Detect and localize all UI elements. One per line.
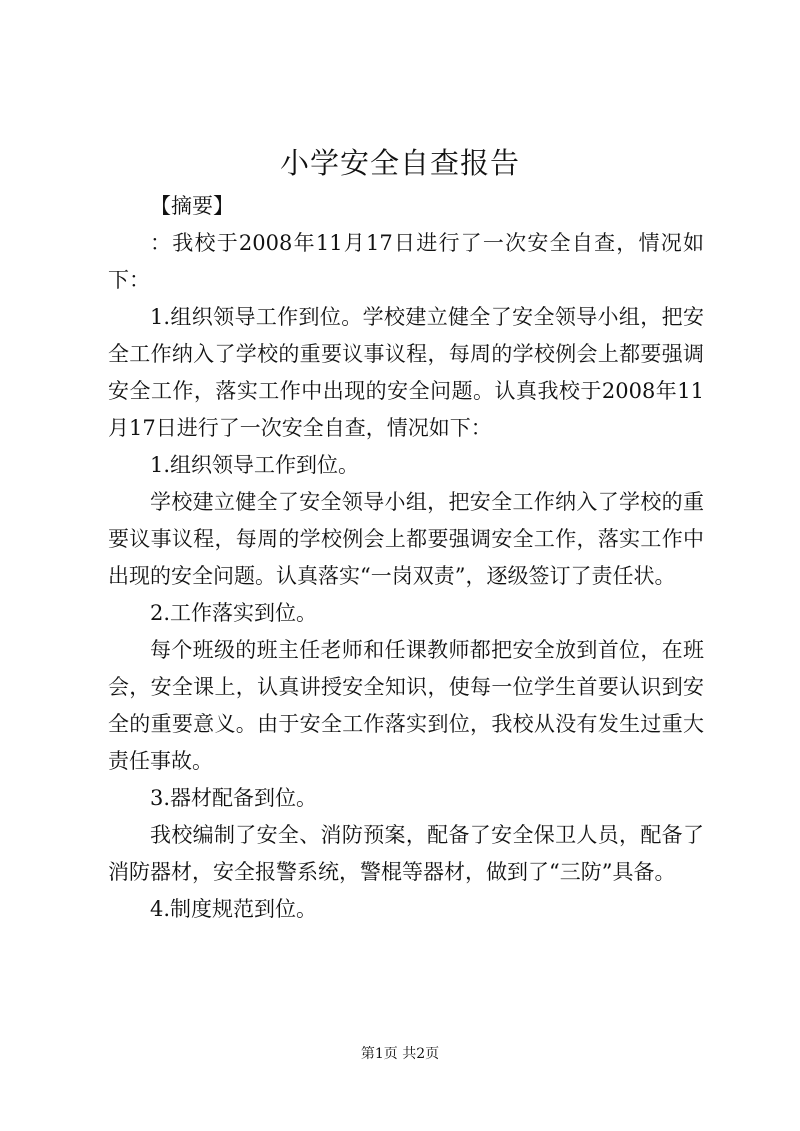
section-heading: 3.器材配备到位。 bbox=[150, 786, 318, 810]
section-heading: 2.工作落实到位。 bbox=[150, 601, 318, 625]
abstract-heading: 【摘要】 bbox=[150, 194, 234, 218]
paragraph: 1.组织领导工作到位。学校建立健全了安全领导小组，把安全工作纳入了学校的重要议事议程，每周的学校例会上都要强调安全工作，落实工作中出现的安全问题。认真我校于2008年11月17日进行了一次安全自查，情况如下： bbox=[108, 305, 704, 440]
document-body bbox=[108, 188, 704, 928]
paragraph: 我校编制了安全、消防预案，配备了安全保卫人员，配备了消防器材，安全报警系统，警棍等器材，做到了“三防”具备。 bbox=[108, 823, 704, 884]
paragraph: ：我校于2008年11月17日进行了一次安全自查，情况如下： bbox=[108, 231, 704, 292]
page-footer: 第1页 共2页 bbox=[360, 1046, 440, 1062]
paragraph: 学校建立健全了安全领导小组，把安全工作纳入了学校的重要议事议程，每周的学校例会上都要强调安全工作，落实工作中出现的安全问题。认真落实“一岗双责”，逐级签订了责任状。 bbox=[108, 490, 704, 588]
section-heading: 1.组织领导工作到位。 bbox=[150, 453, 360, 477]
paragraph: 每个班级的班主任老师和任课教师都把安全放到首位，在班会，安全课上，认真讲授安全知识，使每一位学生首要认识到安全的重要意义。由于安全工作落实到位，我校从没有发生过重大责任事故。 bbox=[108, 638, 704, 773]
section-heading: 4.制度规范到位。 bbox=[150, 897, 318, 921]
document-title: 小学安全自查报告 bbox=[279, 146, 520, 180]
